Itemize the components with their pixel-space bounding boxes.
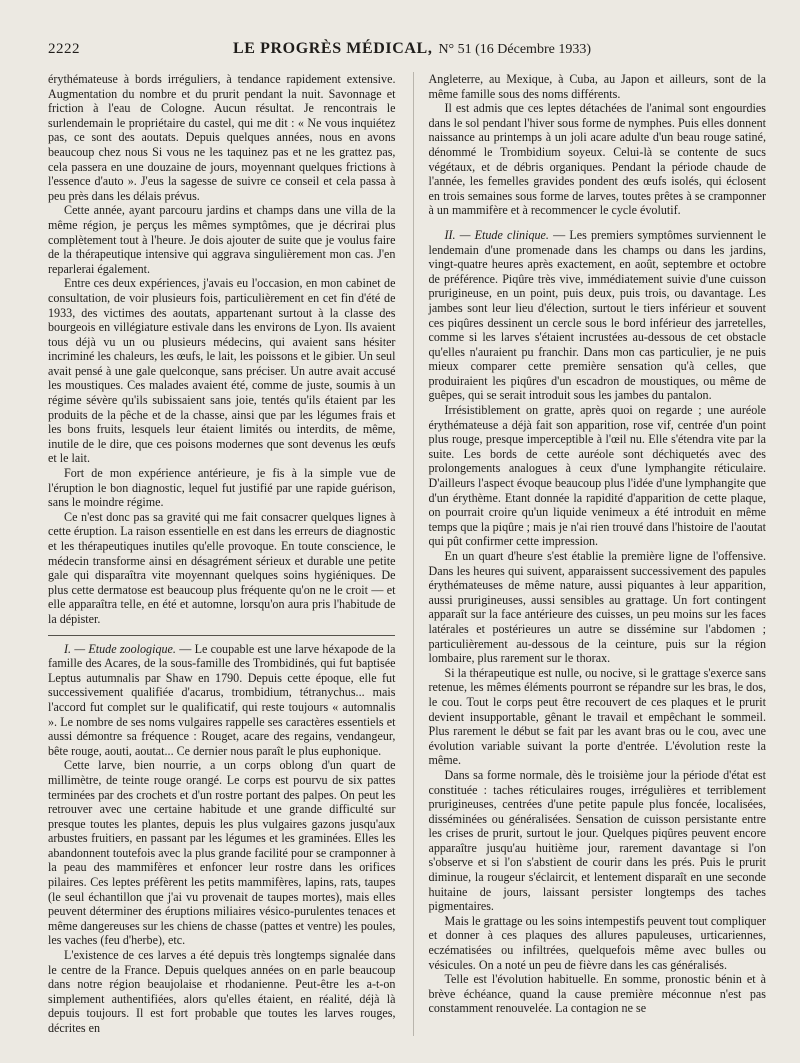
paragraph: érythémateuse à bords irréguliers, à tendance rapidement extensive. Augmentation du nombre et du prurit pendant la nuit. Savonnage et friction à l'eau de Cologne. Aucun résultat. Je rencontrais le surlendemain le propriétaire du castel, qui me dit : « Ne vous inquiétez pas, ce sont des aoutats. Depuis quelques années, nous en avons beaucoup chez nous Si vous ne les taquinez pas et ne les grattez pas, cela passera en une douzaine de jours, moyennant quelques frictions à l'essence d'auto ». J'eus la sagesse de suivre ce conseil et cela passa à peu près dans les délais prévus. (48, 72, 396, 203)
left-column (48, 72, 395, 1036)
paragraph: L'existence de ces larves a été depuis très longtemps signalée dans le centre de la France. Depuis quelques années on en parle beaucoup dans notre région beaujolaise et rhodanienne. Peut-être les a-t-on simplement authentifiées, alors qu'elles étaient, en réalité, déjà là depuis toujours. Il est fort probable que toutes les larves rouges, décrites en (48, 948, 396, 1035)
journal-title: LE PROGRÈS MÉDICAL, (233, 40, 433, 57)
page-header (48, 40, 766, 64)
text-columns (48, 72, 766, 1036)
paragraph: Angleterre, au Mexique, à Cuba, au Japon et ailleurs, sont de la même famille sous des noms différents. (428, 72, 766, 101)
paragraph: Cette année, ayant parcouru jardins et champs dans une villa de la même région, je perçus les mêmes symptômes, que je décrirai plus complètement tout à l'heure. Je dois ajouter de suite que je voulus faire de la thérapeutique intensive qui aggrava singulièrement mon cas. J'en reparlerai également. (48, 203, 396, 276)
paragraph: En un quart d'heure s'est établie la première ligne de l'offensive. Dans les heures qui suivent, apparaissent successivement des papules érythémateuses de même nature, aussi piquantes à leur apparition, aussi prurigineuses, aussi sensibles au grattage. Un fort contingent apparaît sur la face antérieure des cuisses, un peu moins sur les faces latérales et postérieures un autre se dissémine sur l'abdomen ; particulièrement au-dessous de la ceinture, puis sur la région lombaire, plus rarement sur le thorax. (428, 549, 766, 666)
paragraph: Fort de mon expérience antérieure, je fis à la simple vue de l'éruption le bon diagnostic, lequel fut justifié par une rapide guérison, sans le moindre régime. (48, 466, 396, 510)
paragraph: Mais le grattage ou les soins intempestifs peuvent tout compliquer et donner à ces plaques des allures papuleuses, urticariennes, eczématisées ou infiltrées, quelquefois même avec bulles ou vésicules. On a noté un peu de fièvre dans les cas généralisés. (428, 913, 766, 972)
paragraph: Dans sa forme normale, dès le troisième jour la période d'état est constituée : taches réticulaires rouges, irrégulières et terriblement prurigineuses, centrées d'une petite papule plus foncée, localisées, disséminées ou généralisées. Sensation de cuisson persistante entre les crises de prurit, surtout le jour. Quelques piqûres peuvent encore apparaître jusqu'au huitième jour, rarement davantage si l'on s'observe et si l'on s'abstient de courir dans les prés. Puis le prurit diminue, la rougeur s'éclaircit, et lentement disparaît en une seconde huitaine de jours, laissant persister longtemps des taches pigmentaires. (428, 767, 766, 914)
section-text: — Le coupable est une larve héxapode de la famille des Acares, de la sous-famille des Trombidinés, qui fut baptisée Leptus autumnalis par Shaw en 1790. Depuis cette époque, elle fut successivement qualifiée d'acarus, trombidium, tétranychus... mais l'accord fut complet sur le qualificatif, qui reste toujours « automnalis ». Le nombre de ses noms vulgaires rappelle ses caractères essentiels et aussi démontre sa fréquence : Rouget, acare des regains, vendangeur, bête rouge, aouti, aoutat... Ce dernier nous paraît le plus euphonique. (48, 641, 396, 758)
paragraph: Irrésistiblement on gratte, après quoi on regarde ; une auréole érythémateuse a déjà fait son apparition, rose vif, centrée d'un point plus rouge, presque imperceptible à l'œil nu. Elle s'étendra vite par la suite. Les bords de cette auréole sont déchiquetés avec des prolongements analogues à ceux d'une lymphangite réticulaire. D'ailleurs l'aspect évoque beaucoup plus l'idée d'une lymphangite que d'un érythème. Etant donnée la rapidité d'apparition de cette plaque, on pourrait croire qu'un liquide venimeux a été introduit en même temps que la piqûre ; mais je n'ai rien trouvé dans l'histoire de l'aoutat qui pût confirmer cette impression. (428, 403, 766, 549)
paragraph: Telle est l'évolution habituelle. En somme, pronostic bénin et à brève échéance, quand la cause première méconnue n'est pas constamment renouvelée. La contagion ne se (428, 972, 766, 1016)
section-divider (48, 635, 395, 636)
right-column (413, 72, 766, 1036)
page-number: 2222 (48, 41, 80, 57)
section-paragraph (48, 642, 395, 759)
paragraph: Entre ces deux expériences, j'avais eu l'occasion, en mon cabinet de consultation, de voir plusieurs fois, particulièrement en cet fin d'été de 1933, des victimes des aoutats, appartenant surtout à la classe des bourgeois en villégiature estivale dans les environs de Lyon. Ils avaient tous déjà vu un ou plusieurs médecins, qui avaient sans hésiter incriminé les chaleurs, les œufs, le lait, les poissons et le gibier. Un seul avait pensé à une gale quelconque, sans préciser. Un autre avait accusé les moustiques. Ces malades avaient été, comme de juste, soumis à un régime sévère qu'ils subissaient sans joie, tentés qu'ils étaient par les produits de la pêche et de la chasse, ainsi que par les légumes frais et les bons fruits, lesquels leur étaient limités ou interdits, de même, inutile de le dire, que ces poisons modernes que sont devenus les œufs et le lait. (48, 276, 396, 466)
section-heading: II. — Etude clinique. (444, 227, 549, 242)
paragraph: Ce n'est donc pas sa gravité qui me fait consacrer quelques lignes à cette éruption. La raison essentielle en est dans les erreurs de diagnostic et les thérapeutiques inutiles qu'elle provoque. En toute conscience, le médecin transforme ainsi en désagrément sérieux et durable une petite gale qui disparaîtra vite moyennant quelques soins hygiéniques. De plus cette dermatose est beaucoup plus fréquente qu'on ne le croit — et elle apparaîtra telle, en été et automne, lorsqu'on aura pris l'habitude de la dépister. (48, 509, 396, 626)
paragraph: Si la thérapeutique est nulle, ou nocive, si le grattage s'exerce sans retenue, les mêmes éléments pourront se répandre sur les bras, le dos, le cou. Tout le corps peut être recouvert de ces plaques et le prurit devient insupportable, gênant le travail et empêchant le sommeil. Plus rarement le début se fait par les avant bras ou le cou, avec une évolution variable suivant la porte d'entrée. L'évolution reste la même. (428, 665, 766, 768)
issue-info: N° 51 (16 Décembre 1933) (438, 42, 591, 57)
section-text: — Les premiers symptômes surviennent le lendemain d'une promenade dans les champs ou dans les jardins, vingt-quatre heures après exactement, en août, septembre et octobre de préférence. Piqûre très vive, immédiatement suivie d'une cuisson prurigineuse, en un point, puis deux, puis trois, ou davantage. Les jambes sont leur lieu d'élection, surtout le tiers inférieur et souvent ces piqûres dessinent un cercle sous le bord inférieur des jarretelles, comme si les larves s'étaient incrustées au-dessous de cet obstacle qu'elles n'auraient pu franchir. Dans mon cas particulier, je ne puis mieux comparer cette première sensation qu'à celles, que produiraient les piqûres d'un escadron de moustiques, ou même de guêpes, qui se serait introduit sous les jambes du pantalon. (428, 227, 766, 403)
paragraph: Cette larve, bien nourrie, a un corps oblong d'un quart de millimètre, de teinte rouge orangé. Le corps est pourvu de six pattes terminées par des crochets et d'un rostre portant des palpes. On peut les retrouver avec une certaine habitude et une grande difficulté sur presque toutes les plantes, depuis les plus vulgaires gazons jusqu'aux arbustes fruitiers, en passant par les légumes et les graminées. Elles les abandonnent toutefois avec la plus grande facilité pour se cramponner à la peau des mammifères et enfoncer leur rostre dans les orifices pilaires. Ces leptes préfèrent les petits mammifères, lapins, rats, taupes (le seul échantillon que j'ai vu provenait de taupes mortes), mais elles peuvent déterminer des éruptions miliaires vésico-purulentes tenaces et même dangereuses sur les chiens de chasse (pattes et ventre) les poules, les vaches (feu d'herbe), etc. (48, 758, 396, 948)
section-heading: I. — Etude zoologique. (64, 641, 176, 656)
section-paragraph (428, 228, 766, 403)
paragraph: Il est admis que ces leptes détachées de l'animal sont engourdies dans le sol pendant l'hiver sous forme de nymphes. Puis elles donnent naissance au printemps à un joli acare adulte d'un beau rouge satiné, dénommé le Trombidium soyeux. Celui-là se contente de sucs végétaux, et de débris organiques. Pendant la période chaude de l'année, les femelles gravides pondent des œufs isolés, qui éclosent en trois semaines sous forme de larves, toutes prêtes à se cramponner à un mammifère et à recommencer le cycle évolutif. (428, 101, 766, 218)
